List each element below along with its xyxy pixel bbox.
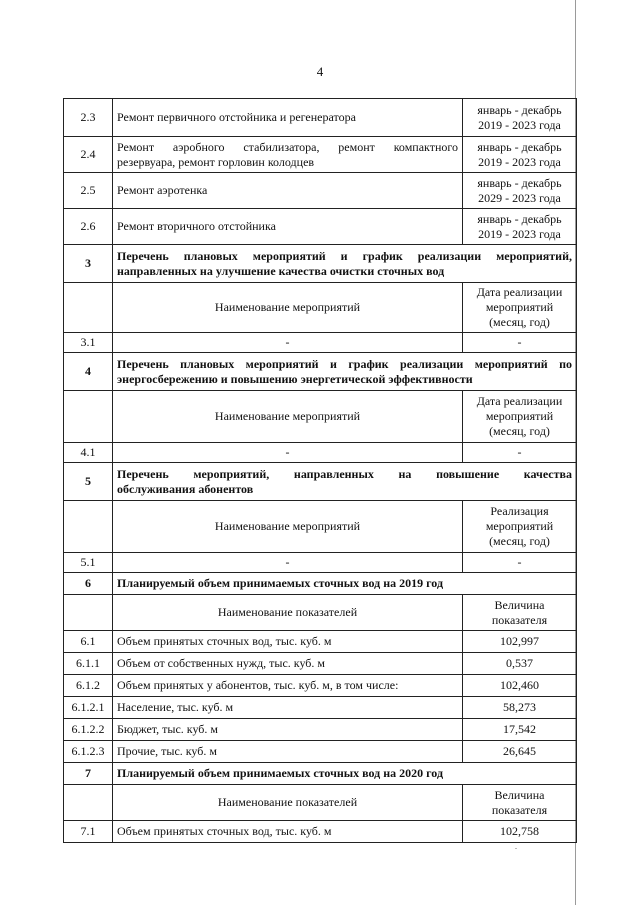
indicator-value: 102,460 <box>463 675 577 697</box>
row-number: 5.1 <box>64 553 113 573</box>
row-number: 2.4 <box>64 137 113 173</box>
empty-cell <box>64 785 113 821</box>
table-row <box>64 741 577 763</box>
indicator-value: 0,537 <box>463 653 577 675</box>
measure-date: - <box>463 553 577 573</box>
table-row <box>64 719 577 741</box>
column-header-row <box>64 595 577 631</box>
measure-date: январь - декабрь 2019 - 2023 года <box>463 99 577 137</box>
row-number: 6.1.2.1 <box>64 697 113 719</box>
section-title: Перечень плановых мероприятий и график реализации мероприятий по энергосбережению и повышению энергетической эффективности <box>113 353 577 391</box>
section-number: 7 <box>64 763 113 785</box>
section-number: 4 <box>64 353 113 391</box>
table-row <box>64 553 577 573</box>
empty-cell <box>64 391 113 443</box>
measure-name: Ремонт аэробного стабилизатора, ремонт компактного резервуара, ремонт горловин колодцев <box>113 137 463 173</box>
section-number: 3 <box>64 245 113 283</box>
table-row <box>64 173 577 209</box>
table-row <box>64 209 577 245</box>
page-number: 4 <box>316 64 324 79</box>
indicator-value: 17,542 <box>463 719 577 741</box>
table-row <box>64 697 577 719</box>
col-header-name: Наименование мероприятий <box>113 501 463 553</box>
indicator-name: Прочие, тыс. куб. м <box>113 741 463 763</box>
measure-name: - <box>113 443 463 463</box>
indicator-name: Бюджет, тыс. куб. м <box>113 719 463 741</box>
scan-speck <box>515 848 517 849</box>
measure-name: - <box>113 553 463 573</box>
col-header-name: Наименование мероприятий <box>113 391 463 443</box>
empty-cell <box>64 501 113 553</box>
table-row <box>64 99 577 137</box>
measure-date: январь - декабрь 2019 - 2023 года <box>463 137 577 173</box>
col-header-date: Дата реализации мероприятий (месяц, год) <box>463 283 577 333</box>
measure-name: Ремонт первичного отстойника и регенератора <box>113 99 463 137</box>
column-header-row <box>64 283 577 333</box>
indicator-name: Объем принятых сточных вод, тыс. куб. м <box>113 821 463 843</box>
row-number: 6.1.2.2 <box>64 719 113 741</box>
row-number: 6.1.2 <box>64 675 113 697</box>
row-number: 7.1 <box>64 821 113 843</box>
row-number: 2.6 <box>64 209 113 245</box>
indicator-name: Объем принятых у абонентов, тыс. куб. м, в том числе: <box>113 675 463 697</box>
table-row <box>64 137 577 173</box>
plan-table <box>63 98 577 843</box>
column-header-row <box>64 501 577 553</box>
row-number: 6.1 <box>64 631 113 653</box>
row-number: 4.1 <box>64 443 113 463</box>
measure-name: Ремонт аэротенка <box>113 173 463 209</box>
indicator-name: Население, тыс. куб. м <box>113 697 463 719</box>
table-row <box>64 653 577 675</box>
col-header-name: Наименование показателей <box>113 785 463 821</box>
indicator-value: 26,645 <box>463 741 577 763</box>
measure-name: Ремонт вторичного отстойника <box>113 209 463 245</box>
col-header-value: Величина показателя <box>463 785 577 821</box>
col-header-date: Дата реализации мероприятий (месяц, год) <box>463 391 577 443</box>
indicator-value: 102,997 <box>463 631 577 653</box>
row-number: 3.1 <box>64 333 113 353</box>
indicator-value: 58,273 <box>463 697 577 719</box>
section-header <box>64 763 577 785</box>
section-number: 6 <box>64 573 113 595</box>
measure-date: январь - декабрь 2029 - 2023 года <box>463 173 577 209</box>
section-number: 5 <box>64 463 113 501</box>
indicator-name: Объем от собственных нужд, тыс. куб. м <box>113 653 463 675</box>
section-title: Планируемый объем принимаемых сточных вод на 2020 год <box>113 763 577 785</box>
section-header <box>64 245 577 283</box>
table-row <box>64 675 577 697</box>
section-title: Перечень мероприятий, направленных на повышение качества обслуживания абонентов <box>113 463 577 501</box>
row-number: 2.3 <box>64 99 113 137</box>
row-number: 2.5 <box>64 173 113 209</box>
measure-date: - <box>463 333 577 353</box>
section-header <box>64 463 577 501</box>
section-header <box>64 573 577 595</box>
table-row <box>64 333 577 353</box>
empty-cell <box>64 595 113 631</box>
row-number: 6.1.1 <box>64 653 113 675</box>
measure-name: - <box>113 333 463 353</box>
table-row <box>64 631 577 653</box>
indicator-value: 102,758 <box>463 821 577 843</box>
col-header-value: Величина показателя <box>463 595 577 631</box>
table-row <box>64 443 577 463</box>
table-row <box>64 821 577 843</box>
section-title: Планируемый объем принимаемых сточных вод на 2019 год <box>113 573 577 595</box>
column-header-row <box>64 391 577 443</box>
section-header <box>64 353 577 391</box>
empty-cell <box>64 283 113 333</box>
row-number: 6.1.2.3 <box>64 741 113 763</box>
measure-date: январь - декабрь 2019 - 2023 года <box>463 209 577 245</box>
column-header-row <box>64 785 577 821</box>
col-header-date: Реализация мероприятий (месяц, год) <box>463 501 577 553</box>
indicator-name: Объем принятых сточных вод, тыс. куб. м <box>113 631 463 653</box>
col-header-name: Наименование мероприятий <box>113 283 463 333</box>
measure-date: - <box>463 443 577 463</box>
section-title: Перечень плановых мероприятий и график реализации мероприятий, направленных на улучшение качества очистки сточных вод <box>113 245 577 283</box>
col-header-name: Наименование показателей <box>113 595 463 631</box>
